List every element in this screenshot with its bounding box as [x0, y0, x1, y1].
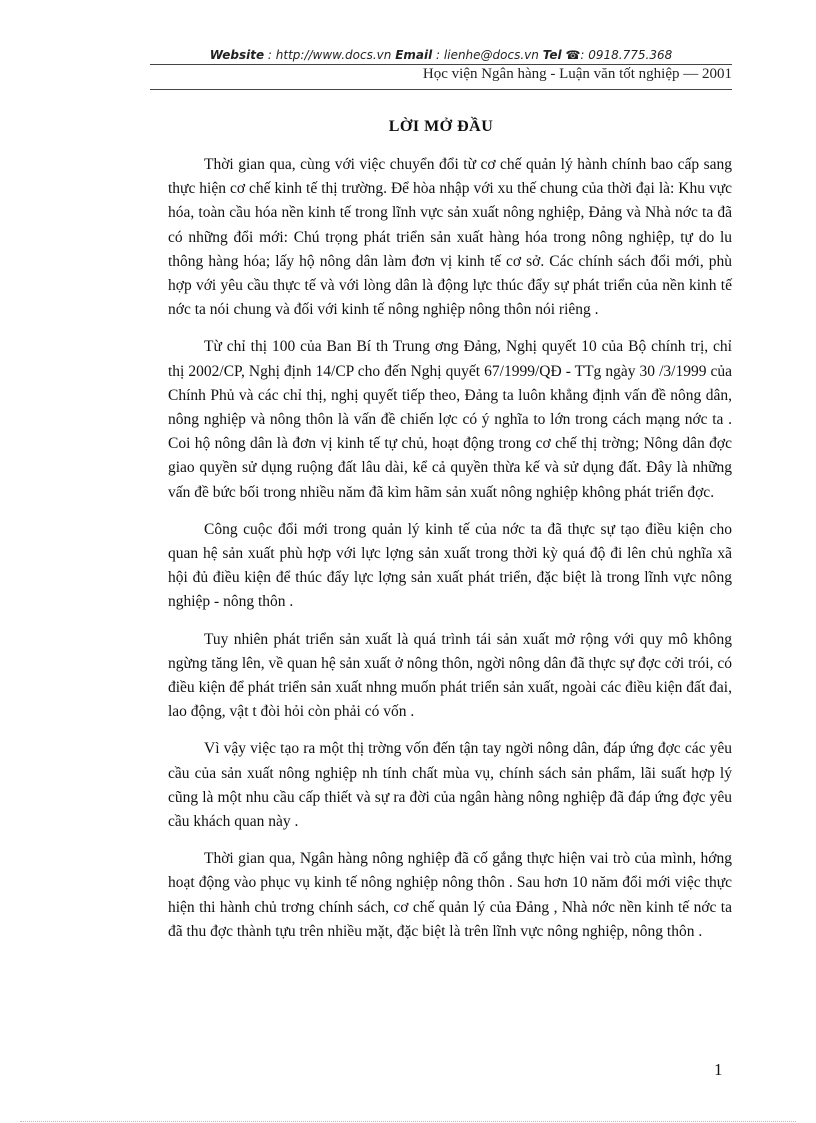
page-bottom-divider — [20, 1121, 796, 1122]
paragraph: Thời gian qua, Ngân hàng nông nghiệp đã cố gắng thực hiện vai trò của mình, hớng hoạt động vào phục vụ kinh tế nông nghiệp nông thôn . Sau hơn 10 năm đổi mới việc thực hiện thi hành chủ trơng chính sách, cơ chế quản lý của Đảng , Nhà nớc nền kinh tế nớc ta đã thu đợc thành tựu trên nhiều mặt, đặc biệt là trên lĩnh vực nông nghiệp, nông thôn . — [168, 850, 732, 940]
paragraph: Công cuộc đổi mới trong quản lý kinh tế của nớc ta đã thực sự tạo điều kiện cho quan hệ sản xuất phù hợp với lực lợng sản xuất trong thời kỳ quá độ đi lên chủ nghĩa xã hội đủ điều kiện để thúc đẩy lực lợng sản xuất phát triển, đặc biệt là trong lĩnh vực nông nghiệp - nông thôn . — [168, 520, 732, 611]
paragraph: Thời gian qua, cùng với việc chuyển đổi từ cơ chế quản lý hành chính bao cấp sang thực hiện cơ chế kinh tế thị trường. Để hòa nhập với xu thế chung của thời đại là: Khu vực hóa, toàn cầu hóa nền kinh tế trong lĩnh vực sản xuất nông nghiệp, Đảng và Nhà nớc ta đã có những đổi mới: Chú trọng phát triển sản xuất hàng hóa trong nông nghiệp, tự do lu thông hàng hóa; lấy hộ nông dân làm đơn vị kinh tế cơ sở. Các chính sách đổi mới, phù hợp với yêu cầu thực tế và với lòng dân là động lực thúc đẩy sự phát triển của nền kinh tế nớc ta nói chung và đối với kinh tế nông nghiệp nông thôn nói riêng . — [168, 156, 732, 319]
header-divider-bottom — [150, 89, 732, 90]
document-body — [168, 153, 732, 957]
paragraph: Vì vậy việc tạo ra một thị trờng vốn đến tận tay ngời nông dân, đáp ứng đợc các yêu cầu của sản xuất nông nghiệp nh tính chất mùa vụ, chính sách sản phẩm, lãi suất hợp lý cũng là một nhu cầu cấp thiết và sự ra đời của ngân hàng nông nghiệp đã đáp ứng đợc yêu cầu khách quan này . — [168, 740, 732, 831]
website-url[interactable]: : http://www.docs.vn — [267, 48, 392, 62]
phone-icon: ☎ — [565, 48, 581, 62]
email-label: Email — [395, 48, 433, 62]
page-number: 1 — [714, 1060, 723, 1079]
email-address[interactable]: : lienhe@docs.vn — [436, 48, 539, 62]
paragraph: Từ chỉ thị 100 của Ban Bí th Trung ơng Đảng, Nghị quyết 10 của Bộ chính trị, chỉ thị 2002/CP, Nghị định 14/CP cho đến Nghị quyết 67/1999/QĐ - TTg ngày 30 /3/1999 của Chính Phủ và các chỉ thị, nghị quyết tiếp theo, Đảng ta luôn khẳng định vấn đề nông dân, nông nghiệp và nông thôn là vấn đề chiến lợc có ý nghĩa to lớn trong cách mạng nớc ta . Coi hộ nông dân là đơn vị kinh tế tự chủ, hoạt động trong cơ chế thị trờng; Nông dân đợc giao quyền sử dụng ruộng đất lâu dài, kể cả quyền thừa kế và sử dụng đất. Đây là những vấn đề bức bối trong nhiều năm đã kìm hãm sản xuất nông nghiệp không phát triển đợc. — [168, 338, 732, 501]
paragraph: Tuy nhiên phát triển sản xuất là quá trình tái sản xuất mở rộng với quy mô không ngừng tăng lên, về quan hệ sản xuất ở nông thôn, ngời nông dân đã thực sự đợc cởi trói, có điều kiện để phát triển sản xuất nhng muốn phát triển sản xuất, ngoài các điều kiện đất đai, lao động, vật t đòi hỏi còn phải có vốn . — [168, 630, 732, 721]
page-title: LỜI MỞ ĐẦU — [388, 118, 494, 135]
website-label: Website — [209, 48, 265, 62]
running-header: Học viện Ngân hàng - Luận văn tốt nghiệp — 2001 — [422, 66, 732, 82]
site-info-line — [150, 48, 732, 62]
tel-number: : 0918.775.368 — [580, 48, 673, 62]
header-divider-top — [150, 64, 732, 65]
tel-label: Tel — [542, 48, 562, 62]
